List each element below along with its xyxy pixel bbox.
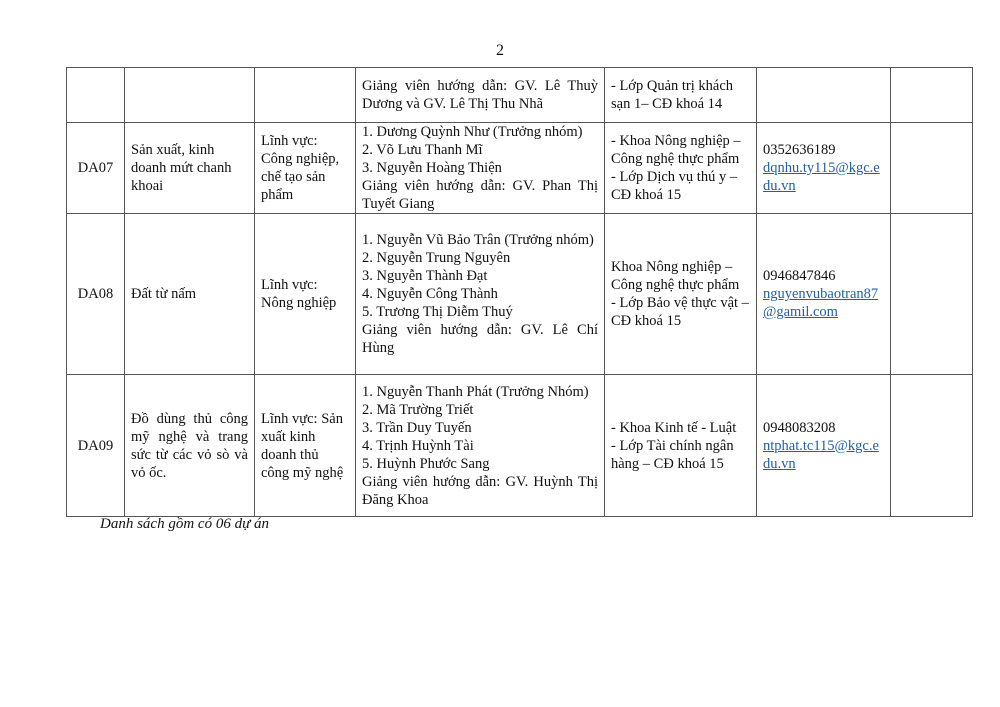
member-line: 3. Nguyễn Hoàng Thiện bbox=[362, 160, 502, 176]
faculty-cell bbox=[605, 123, 757, 214]
faculty-line: Khoa Nông nghiệp – Công nghệ thực phẩm bbox=[611, 259, 740, 293]
member-line: 3. Nguyễn Thành Đạt bbox=[362, 268, 488, 284]
phone-number: 0948083208 bbox=[763, 419, 836, 436]
member-line: 4. Nguyễn Công Thành bbox=[362, 286, 498, 302]
project-table bbox=[66, 67, 973, 517]
phone-number: 0946847846 bbox=[763, 268, 836, 284]
empty-cell bbox=[891, 68, 973, 123]
project-field-cell: Lĩnh vực: Nông nghiệp bbox=[255, 214, 356, 375]
members-cell bbox=[356, 123, 605, 214]
contact-cell bbox=[757, 68, 891, 123]
members-cell bbox=[356, 68, 605, 123]
page-number: 2 bbox=[496, 42, 504, 59]
empty-cell bbox=[891, 375, 973, 517]
class-line: - Lớp Dịch vụ thú y – CĐ khoá 15 bbox=[611, 169, 738, 203]
advisor-line: Giảng viên hướng dẫn: GV. Lê Thuỳ Dương và GV. Lê Thị Thu Nhã bbox=[362, 78, 598, 112]
contact-cell bbox=[757, 375, 891, 517]
project-id-cell: DA08 bbox=[67, 214, 125, 375]
member-line: 4. Trịnh Huỳnh Tài bbox=[362, 437, 474, 454]
class-line: - Lớp Bảo vệ thực vật – CĐ khoá 15 bbox=[611, 295, 749, 329]
advisor-line: Giảng viên hướng dẫn: GV. Lê Chí Hùng bbox=[362, 322, 598, 356]
project-name-cell: Đồ dùng thủ công mỹ nghệ và trang sức từ các vỏ sò và vỏ ốc. bbox=[125, 375, 255, 517]
email-link[interactable]: dqnhu.ty115@kgc.edu.vn bbox=[763, 160, 880, 194]
email-link[interactable]: ntphat.tc115@kgc.edu.vn bbox=[763, 437, 879, 472]
email-link[interactable]: nguyenvubaotran87@gamil.com bbox=[763, 286, 879, 320]
member-line: 2. Mã Trường Triết bbox=[362, 401, 474, 418]
member-line: 3. Trần Duy Tuyến bbox=[362, 419, 472, 436]
table-row bbox=[67, 68, 973, 123]
project-count-note: Danh sách gồm có 06 dự án bbox=[100, 516, 269, 532]
class-line: - Lớp Tài chính ngân hàng – CĐ khoá 15 bbox=[611, 437, 734, 472]
member-line: 5. Trương Thị Diễm Thuý bbox=[362, 304, 513, 320]
project-id-cell bbox=[67, 68, 125, 123]
project-field-cell bbox=[255, 68, 356, 123]
advisor-line: Giảng viên hướng dẫn: GV. Phan Thị Tuyết Giang bbox=[362, 178, 598, 212]
empty-cell bbox=[891, 123, 973, 214]
project-id-cell: DA09 bbox=[67, 375, 125, 517]
table-row bbox=[67, 214, 973, 375]
member-line: 1. Nguyễn Vũ Bảo Trân (Trưởng nhóm) bbox=[362, 232, 594, 248]
member-line: 1. Dương Quỳnh Như (Trưởng nhóm) bbox=[362, 124, 583, 140]
faculty-cell bbox=[605, 214, 757, 375]
contact-cell bbox=[757, 123, 891, 214]
table-row bbox=[67, 123, 973, 214]
project-field-cell: Lĩnh vực: Sản xuất kinh doanh thủ công mỹ nghệ bbox=[255, 375, 356, 517]
advisor-line: Giảng viên hướng dẫn: GV. Huỳnh Thị Đăng Khoa bbox=[362, 473, 598, 508]
members-cell bbox=[356, 375, 605, 517]
faculty-line: - Khoa Kinh tế - Luật bbox=[611, 419, 737, 436]
project-name-cell: Sản xuất, kinh doanh mứt chanh khoai bbox=[125, 123, 255, 214]
table-row bbox=[67, 375, 973, 517]
contact-cell bbox=[757, 214, 891, 375]
class-line: - Lớp Quản trị khách sạn 1– CĐ khoá 14 bbox=[611, 78, 734, 112]
faculty-cell bbox=[605, 375, 757, 517]
members-cell bbox=[356, 214, 605, 375]
faculty-line: - Khoa Nông nghiệp – Công nghệ thực phẩm bbox=[611, 133, 741, 167]
member-line: 5. Huỳnh Phước Sang bbox=[362, 455, 490, 472]
member-line: 1. Nguyễn Thanh Phát (Trưởng Nhóm) bbox=[362, 383, 589, 400]
project-id-cell: DA07 bbox=[67, 123, 125, 214]
faculty-cell bbox=[605, 68, 757, 123]
project-field-cell: Lĩnh vực: Công nghiệp, chế tạo sản phẩm bbox=[255, 123, 356, 214]
phone-number: 0352636189 bbox=[763, 142, 836, 158]
empty-cell bbox=[891, 214, 973, 375]
member-line: 2. Nguyễn Trung Nguyên bbox=[362, 250, 511, 266]
project-name-cell: Đất từ nấm bbox=[125, 214, 255, 375]
project-name-cell bbox=[125, 68, 255, 123]
member-line: 2. Võ Lưu Thanh Mĩ bbox=[362, 142, 483, 158]
